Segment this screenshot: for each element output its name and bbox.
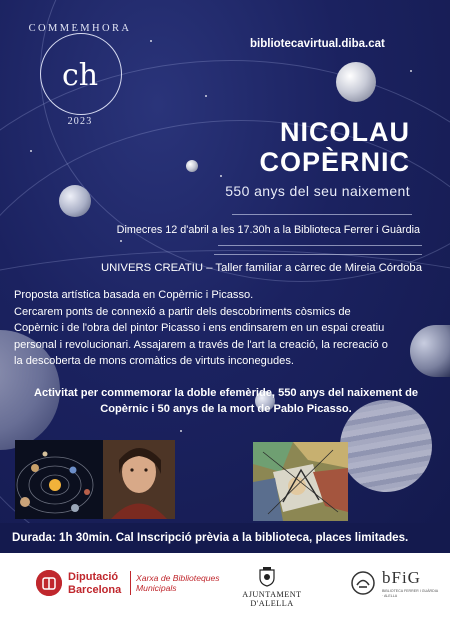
description-line: Cercarem ponts de connexió a partir dels descobriments còsmics de xyxy=(14,305,351,318)
planet xyxy=(336,62,376,102)
divider xyxy=(130,571,131,595)
solar-system-illustration xyxy=(15,440,175,519)
description-line: Proposta artística basada en Copèrnic i Picasso. xyxy=(14,289,254,301)
xarxa-biblioteques-name xyxy=(136,573,220,593)
activity-description xyxy=(14,287,438,370)
xarxa-line: Xarxa de Biblioteques xyxy=(136,573,220,583)
event-date-location: Dimecres 12 d'abril a les 17.30h a la Biblioteca Ferrer i Guàrdia xyxy=(116,224,420,236)
ajuntament-alella-name: AJUNTAMENT D'ALELLA xyxy=(242,590,302,608)
cubist-painting-illustration xyxy=(253,442,348,521)
ajuntament-alella-crest-icon xyxy=(258,567,276,587)
description-line: la descoberta de mons cromàtics de virtuts inconegudes. xyxy=(14,355,294,368)
diputacio-barcelona-name xyxy=(68,571,121,596)
poster-title xyxy=(259,117,410,177)
poster-subtitle: 550 anys del seu naixement xyxy=(225,183,410,199)
bfg-library-logo-icon xyxy=(350,570,376,596)
diputacio-barcelona-logo-icon xyxy=(36,570,62,596)
description-line: personal i revolucionari. Assajarem a través de l'art la creació, la recreació o xyxy=(14,338,388,351)
title-line: COPÈRNIC xyxy=(259,147,410,177)
diputacio-line: Barcelona xyxy=(68,583,122,596)
diputacio-line: Diputació xyxy=(68,571,119,583)
star xyxy=(30,150,32,152)
description-line: Copèrnic i de l'obra del pintor Picasso i ens endinsarem en un espai creatiu xyxy=(14,322,385,335)
divider xyxy=(218,245,422,246)
star xyxy=(410,70,412,72)
duration-banner xyxy=(0,523,450,553)
website-link[interactable]: bibliotecavirtual.diba.cat xyxy=(250,38,385,50)
star xyxy=(205,95,207,97)
workshop-title: UNIVERS CREATIU – Taller familiar a càrrec de Mireia Córdoba xyxy=(100,262,422,274)
duration-text: Durada: 1h 30min. Cal Inscripció prèvia a la biblioteca, places limitades. xyxy=(12,531,409,544)
commemhora-logo-monogram: ch xyxy=(61,58,99,93)
note-line: Activitat per commemorar la doble efemèride, 550 anys del naixement de xyxy=(33,387,419,399)
star xyxy=(220,175,222,177)
star xyxy=(180,430,182,432)
copernicus-solar-system-image xyxy=(15,440,175,519)
planet xyxy=(59,185,91,217)
diputacio-emblem-icon xyxy=(36,570,62,596)
sponsor-footer xyxy=(0,553,450,635)
bfg-library-subtitle: BIBLIOTECA FERRER I GUÀRDIA · ALELLA xyxy=(382,589,438,598)
picasso-painting-image xyxy=(253,442,348,521)
note-line: Copèrnic i 50 anys de la mort de Pablo Picasso. xyxy=(100,403,352,415)
title-line: NICOLAU xyxy=(280,117,410,147)
divider xyxy=(232,214,412,215)
commemhora-logo-text: COMMEMHORA xyxy=(28,23,132,34)
commemoration-note xyxy=(14,385,438,417)
bfg-library-name: bFiG xyxy=(382,568,421,587)
xarxa-line: Municipals xyxy=(136,583,177,593)
star xyxy=(120,240,122,242)
planet xyxy=(186,160,198,172)
commemhora-logo-year: 2023 xyxy=(67,116,93,127)
star xyxy=(150,40,152,42)
divider xyxy=(214,254,422,255)
